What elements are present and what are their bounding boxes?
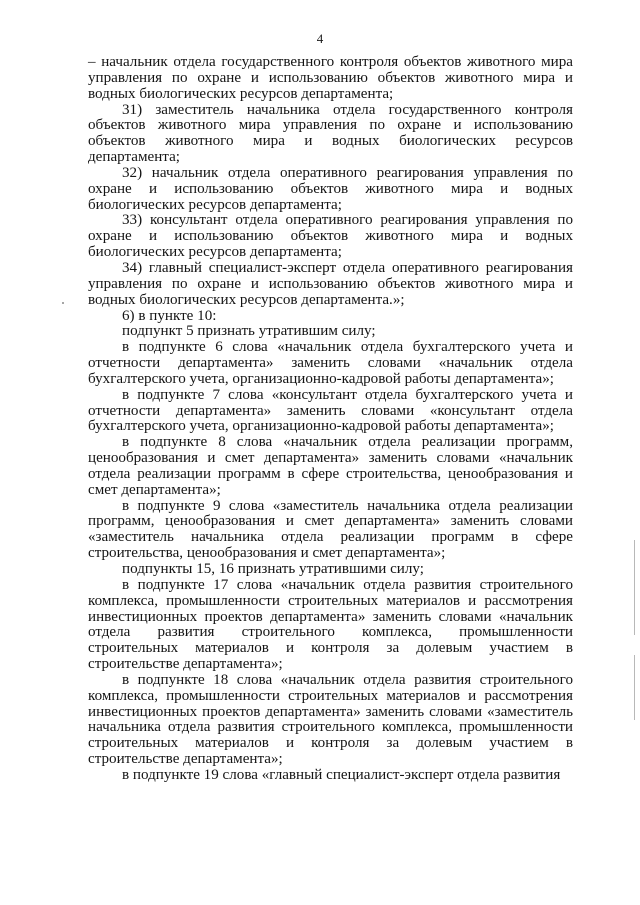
paragraph-subpoint-9: в подпункте 9 слова «заместитель начальника отдела реализации программ, ценообразования и смет департамента» заменить словами «заместитель начальника отдела реализации программ в сфере строительства, ценообразования и смет департамента»; bbox=[88, 497, 573, 562]
paragraph-item-31: 31) заместитель начальника отдела государственного контроля объектов животного мира управления по охране и использованию объектов животного мира и водных биологических ресурсов департамента; bbox=[88, 101, 573, 166]
paragraph-subpoint-6: в подпункте 6 слова «начальник отдела бухгалтерского учета и отчетности департамента» заменить словами «начальник отдела бухгалтерского учета, организационно-кадровой работы департамента»; bbox=[88, 339, 573, 387]
paragraph-subpoints-15-16: подпункты 15, 16 признать утратившими силу; bbox=[122, 561, 424, 577]
paragraph-continuation: – начальник отдела государственного контроля объектов животного мира управления по охране и использованию объектов животного мира и водных биологических ресурсов департамента; bbox=[88, 54, 573, 102]
paragraph-subpoint-17: в подпункте 17 слова «начальник отдела развития строительного комплекса, промышленности строительных материалов и рассмотрения инвестиционных проектов департамента» заменить словами «начальник отдела развития строительного комплекса, промышленности строительных материалов и контроля за долевым участием в строительстве департамента»; bbox=[88, 576, 573, 673]
paragraph-subpoint-5: подпункт 5 признать утратившим силу; bbox=[122, 323, 376, 340]
scan-speck bbox=[62, 302, 64, 304]
paragraph-item-33: 33) консультант отдела оперативного реагирования управления по охране и использованию объектов животного мира и водных биологических ресурсов департамента; bbox=[88, 212, 573, 261]
scan-edge-line bbox=[634, 540, 635, 635]
page-number: 4 bbox=[316, 31, 324, 46]
paragraph-item-32: 32) начальник отдела оперативного реагирования управления по охране и использованию объектов животного мира и водных биологических ресурсов департамента; bbox=[88, 164, 573, 213]
paragraph-subpoint-8: в подпункте 8 слова «начальник отдела реализации программ, ценообразования и смет департамента» заменить словами «начальник отдела реализации программ в сфере строительства, ценообразования и смет департамента»; bbox=[88, 434, 573, 498]
document-body bbox=[88, 55, 573, 784]
paragraph-subpoint-7: в подпункте 7 слова «консультант отдела бухгалтерского учета и отчетности департамента» заменить словами «консультант отдела бухгалтерского учета, организационно-кадровой работы департамента»; bbox=[88, 386, 573, 435]
paragraph-point-6: 6) в пункте 10: bbox=[122, 307, 217, 324]
paragraph-subpoint-19: в подпункте 19 слова «главный специалист-эксперт отдела развития bbox=[122, 766, 561, 783]
scan-edge-line bbox=[634, 655, 635, 720]
paragraph-item-34: 34) главный специалист-эксперт отдела оперативного реагирования управления по охране и использованию объектов животного мира и водных биологических ресурсов департамента.»; bbox=[88, 259, 573, 308]
paragraph-subpoint-18: в подпункте 18 слова «начальник отдела развития строительного комплекса, промышленности строительных материалов и рассмотрения инвестиционных проектов департамента» заменить словами «заместитель начальника отдела развития строительного комплекса, промышленности строительных материалов и контроля за долевым участием в строительстве департамента»; bbox=[88, 671, 573, 768]
